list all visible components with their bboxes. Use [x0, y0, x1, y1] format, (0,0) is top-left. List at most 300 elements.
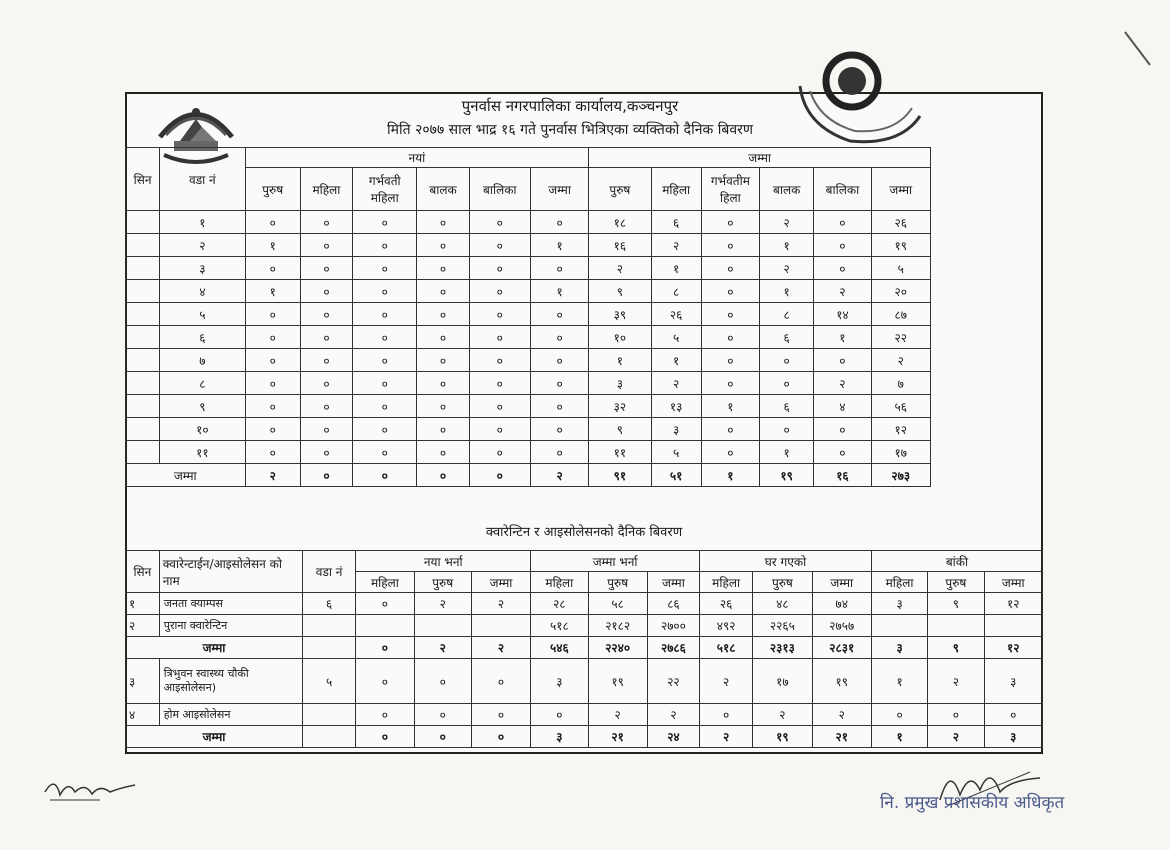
value-cell: २ [471, 593, 530, 615]
value-cell: १ [589, 349, 651, 372]
q-sub-header: महिला [356, 572, 414, 593]
value-cell: २ [647, 704, 699, 726]
value-cell: २ [651, 234, 701, 257]
total-col-header: पुरुष [589, 168, 651, 211]
total-cell: २४ [647, 726, 699, 748]
q-col-sn: सिन [126, 551, 160, 593]
value-cell: १६ [589, 234, 651, 257]
q-sub-header: महिला [700, 572, 753, 593]
value-cell: ३ [651, 418, 701, 441]
value-cell: ० [814, 441, 871, 464]
table-row [126, 418, 931, 441]
value-cell: १२ [984, 593, 1043, 615]
value-cell [471, 615, 530, 637]
total-label: जम्मा [126, 637, 303, 659]
sn-cell [126, 441, 160, 464]
q-sub-header: पुरुष [588, 572, 647, 593]
sn-cell [126, 395, 160, 418]
value-cell: ० [353, 395, 417, 418]
signature-left [40, 770, 140, 810]
total-label: जम्मा [126, 464, 246, 487]
report-subtitle: मिति २०७७ साल भाद्र १६ गते पुनर्वास भित्रिएका व्यक्तिको दैनिक बिवरण [387, 122, 753, 138]
total-cell: ० [300, 464, 352, 487]
total-cell: ० [356, 726, 414, 748]
ward-cell: १० [160, 418, 245, 441]
total-cell: १ [871, 726, 927, 748]
value-cell: १ [814, 326, 871, 349]
total-cell: २ [414, 637, 471, 659]
value-cell: ० [417, 326, 469, 349]
ward-cell: ४ [160, 280, 245, 303]
total-row [126, 637, 1043, 659]
table-row [126, 211, 931, 234]
value-cell: २ [588, 704, 647, 726]
q-col-ward: वडा नं [303, 551, 356, 593]
total-cell: ० [414, 726, 471, 748]
value-cell: ० [530, 441, 588, 464]
value-cell: १ [760, 234, 814, 257]
value-cell [928, 615, 984, 637]
total-cell: ० [353, 464, 417, 487]
new-col-header: बालिका [469, 168, 530, 211]
value-cell: ९ [589, 280, 651, 303]
value-cell: ० [469, 349, 530, 372]
table-row [126, 349, 931, 372]
value-cell: ० [469, 211, 530, 234]
value-cell: ६ [760, 326, 814, 349]
total-col-header: बालिका [814, 168, 871, 211]
col-ward: वडा नं [160, 148, 245, 211]
value-cell: ० [701, 280, 759, 303]
value-cell: ० [471, 704, 530, 726]
q-sub-header: महिला [531, 572, 588, 593]
ward-cell [303, 615, 356, 637]
total-cell: ० [417, 464, 469, 487]
value-cell: ० [300, 372, 352, 395]
sn-cell [126, 372, 160, 395]
value-cell: ० [245, 418, 300, 441]
value-cell: १ [530, 234, 588, 257]
value-cell: ५८ [588, 593, 647, 615]
total-cell: २८३१ [812, 637, 871, 659]
value-cell: ० [300, 280, 352, 303]
value-cell: ५ [651, 326, 701, 349]
ward-cell: ८ [160, 372, 245, 395]
q-sub-header: महिला [871, 572, 927, 593]
value-cell: ० [760, 349, 814, 372]
value-cell: १ [871, 659, 927, 704]
value-cell: ० [300, 257, 352, 280]
value-cell: ० [701, 234, 759, 257]
sn-cell [126, 303, 160, 326]
ward-cell: ५ [303, 659, 356, 704]
table-row [126, 615, 1043, 637]
value-cell: ० [701, 303, 759, 326]
total-row [126, 726, 1043, 748]
quarantine-table [125, 550, 1043, 748]
total-label: जम्मा [126, 726, 303, 748]
value-cell: १ [245, 234, 300, 257]
value-cell: ० [300, 326, 352, 349]
value-cell: २ [814, 372, 871, 395]
new-col-header: बालक [417, 168, 469, 211]
table-row [126, 593, 1043, 615]
col-sn: सिन [126, 148, 160, 211]
value-cell: ३ [531, 659, 588, 704]
value-cell: २२ [871, 326, 930, 349]
pen-mark [1120, 30, 1160, 70]
value-cell: ० [353, 280, 417, 303]
value-cell: ० [530, 303, 588, 326]
value-cell: ० [300, 303, 352, 326]
value-cell: ७४ [812, 593, 871, 615]
ward-cell: ६ [160, 326, 245, 349]
table-row [126, 441, 931, 464]
value-cell: ० [417, 280, 469, 303]
value-cell: १ [760, 441, 814, 464]
value-cell: १ [245, 280, 300, 303]
ward-cell: ६ [303, 593, 356, 615]
value-cell: ४८ [753, 593, 812, 615]
sn-cell [126, 211, 160, 234]
value-cell: १९ [812, 659, 871, 704]
q-group-home: घर गएको [700, 551, 872, 572]
value-cell: ० [245, 395, 300, 418]
value-cell: १२ [871, 418, 930, 441]
value-cell: ० [417, 418, 469, 441]
sn-cell [126, 234, 160, 257]
value-cell: ० [245, 349, 300, 372]
value-cell: ० [353, 326, 417, 349]
table-row [126, 257, 931, 280]
value-cell: ० [814, 234, 871, 257]
value-cell: २ [760, 257, 814, 280]
value-cell: १ [701, 395, 759, 418]
value-cell: १७ [871, 441, 930, 464]
ward-cell [303, 704, 356, 726]
value-cell: ० [353, 303, 417, 326]
value-cell: ० [417, 211, 469, 234]
resettlement-table [125, 147, 931, 487]
q-sub-header: पुरुष [414, 572, 471, 593]
sn-cell [126, 349, 160, 372]
q-sub-header: जम्मा [471, 572, 530, 593]
sn-cell: ४ [126, 704, 160, 726]
value-cell: ० [814, 257, 871, 280]
value-cell: ० [300, 211, 352, 234]
total-cell: २३१३ [753, 637, 812, 659]
new-col-header: गर्भवती महिला [353, 168, 417, 211]
value-cell: १ [530, 280, 588, 303]
value-cell: २ [812, 704, 871, 726]
value-cell: ० [701, 372, 759, 395]
new-col-header: पुरुष [245, 168, 300, 211]
value-cell: ६ [651, 211, 701, 234]
total-cell: २७३ [871, 464, 930, 487]
total-cell: १९ [760, 464, 814, 487]
facility-name: जनता क्याम्पस [159, 593, 302, 615]
table-row [126, 280, 931, 303]
total-cell: २ [928, 726, 984, 748]
value-cell: ० [245, 303, 300, 326]
empty-cell [303, 726, 356, 748]
total-col-header: गर्भवतीम हिला [701, 168, 759, 211]
value-cell: ० [353, 211, 417, 234]
value-cell [871, 615, 927, 637]
table-row [126, 372, 931, 395]
value-cell: ० [530, 349, 588, 372]
total-cell: २७८६ [647, 637, 699, 659]
value-cell: ० [469, 234, 530, 257]
total-cell: २ [471, 637, 530, 659]
value-cell: १ [651, 349, 701, 372]
ward-cell: २ [160, 234, 245, 257]
value-cell: ० [356, 704, 414, 726]
group-new: नयां [245, 148, 589, 168]
value-cell: १४ [814, 303, 871, 326]
value-cell: ० [469, 280, 530, 303]
value-cell: ५ [651, 441, 701, 464]
value-cell: ० [530, 395, 588, 418]
value-cell: ० [701, 441, 759, 464]
facility-name: होम आइसोलेसन [159, 704, 302, 726]
value-cell: ० [760, 372, 814, 395]
value-cell: २ [589, 257, 651, 280]
total-cell: १२ [984, 637, 1043, 659]
value-cell: २६ [651, 303, 701, 326]
total-cell: ० [471, 726, 530, 748]
value-cell: ८६ [647, 593, 699, 615]
value-cell: ० [417, 234, 469, 257]
officer-designation: नि. प्रमुख प्रशासकीय अधिकृत [880, 793, 1065, 813]
total-col-header: बालक [760, 168, 814, 211]
total-cell: २ [245, 464, 300, 487]
value-cell [984, 615, 1043, 637]
ward-cell: ९ [160, 395, 245, 418]
value-cell: ० [530, 372, 588, 395]
value-cell: २ [928, 659, 984, 704]
q-group-new: नया भर्ना [356, 551, 531, 572]
table-row [126, 704, 1043, 726]
new-col-header: महिला [300, 168, 352, 211]
new-col-header: जम्मा [530, 168, 588, 211]
value-cell: ७ [871, 372, 930, 395]
total-col-header: महिला [651, 168, 701, 211]
value-cell: ० [530, 418, 588, 441]
value-cell [356, 615, 414, 637]
value-cell: २ [871, 349, 930, 372]
total-cell: ० [356, 637, 414, 659]
value-cell: १० [589, 326, 651, 349]
q-col-name: क्वारेन्टाईन/आइसोलेसन को नाम [159, 551, 302, 593]
sn-cell [126, 418, 160, 441]
value-cell: ० [814, 211, 871, 234]
total-cell: २१ [588, 726, 647, 748]
value-cell: ० [300, 418, 352, 441]
value-cell: ० [471, 659, 530, 704]
total-cell: ९ [928, 637, 984, 659]
value-cell: ८ [760, 303, 814, 326]
ward-cell: ५ [160, 303, 245, 326]
value-cell: ० [353, 418, 417, 441]
sn-cell [126, 280, 160, 303]
value-cell: १८ [589, 211, 651, 234]
value-cell: ० [353, 372, 417, 395]
table-row [126, 303, 931, 326]
total-cell: ३ [531, 726, 588, 748]
value-cell: ० [414, 704, 471, 726]
q-group-admitted: जम्मा भर्ना [531, 551, 700, 572]
value-cell: २ [753, 704, 812, 726]
value-cell: ० [701, 211, 759, 234]
value-cell: ३ [589, 372, 651, 395]
value-cell: ५ [871, 257, 930, 280]
value-cell: १ [760, 280, 814, 303]
value-cell: ० [531, 704, 588, 726]
value-cell: ० [814, 418, 871, 441]
value-cell: ४९२ [700, 615, 753, 637]
table-row [126, 326, 931, 349]
value-cell: ४ [814, 395, 871, 418]
value-cell: २६ [871, 211, 930, 234]
ward-cell: ७ [160, 349, 245, 372]
value-cell: ० [469, 257, 530, 280]
facility-name: त्रिभुवन स्वास्थ्य चौकी आइसोलेसन) [159, 659, 302, 704]
value-cell: २ [414, 593, 471, 615]
value-cell: १९ [588, 659, 647, 704]
q-sub-header: पुरुष [753, 572, 812, 593]
value-cell: ३ [871, 593, 927, 615]
value-cell: ० [760, 418, 814, 441]
value-cell: ० [417, 372, 469, 395]
value-cell: ० [245, 211, 300, 234]
total-cell: ५१८ [700, 637, 753, 659]
value-cell: ५१८ [531, 615, 588, 637]
value-cell: ० [928, 704, 984, 726]
value-cell: ० [701, 257, 759, 280]
value-cell: ० [984, 704, 1043, 726]
value-cell: ० [353, 441, 417, 464]
value-cell: ० [700, 704, 753, 726]
value-cell: ० [871, 704, 927, 726]
value-cell: ० [356, 659, 414, 704]
value-cell: ० [417, 395, 469, 418]
value-cell: ३२ [589, 395, 651, 418]
empty-cell [303, 637, 356, 659]
value-cell: ० [300, 395, 352, 418]
office-title: पुनर्वास नगरपालिका कार्यालय,कञ्चनपुर [461, 97, 679, 115]
total-cell: २२४० [588, 637, 647, 659]
value-cell: २ [651, 372, 701, 395]
q-sub-header: जम्मा [812, 572, 871, 593]
value-cell: ० [701, 349, 759, 372]
value-cell: २० [871, 280, 930, 303]
value-cell: ० [530, 326, 588, 349]
group-total: जम्मा [589, 148, 931, 168]
value-cell: ० [245, 257, 300, 280]
value-cell: ० [245, 372, 300, 395]
value-cell: ० [417, 441, 469, 464]
value-cell: ० [469, 441, 530, 464]
value-cell: ० [469, 372, 530, 395]
table-row [126, 234, 931, 257]
value-cell: २ [760, 211, 814, 234]
total-cell: ० [469, 464, 530, 487]
value-cell: ० [300, 441, 352, 464]
quarantine-title: क्वारेन्टिन र आइसोलेसनको दैनिक बिवरण [485, 525, 683, 540]
value-cell: २ [814, 280, 871, 303]
value-cell: ० [245, 441, 300, 464]
sn-cell: १ [126, 593, 160, 615]
sn-cell [126, 257, 160, 280]
value-cell: ० [530, 211, 588, 234]
value-cell: ० [701, 326, 759, 349]
value-cell: ० [353, 349, 417, 372]
total-cell: ५१ [651, 464, 701, 487]
q-sub-header: जम्मा [984, 572, 1043, 593]
value-cell: ० [530, 257, 588, 280]
value-cell [414, 615, 471, 637]
value-cell: २२ [647, 659, 699, 704]
total-cell: १६ [814, 464, 871, 487]
value-cell: ० [469, 326, 530, 349]
total-cell: ९१ [589, 464, 651, 487]
ward-cell: ३ [160, 257, 245, 280]
value-cell: ० [300, 349, 352, 372]
value-cell: ८७ [871, 303, 930, 326]
value-cell: ६ [760, 395, 814, 418]
total-cell: ५४६ [531, 637, 588, 659]
value-cell: ० [353, 257, 417, 280]
total-cell: १९ [753, 726, 812, 748]
total-cell: ३ [984, 726, 1043, 748]
ward-cell: ११ [160, 441, 245, 464]
value-cell: ९ [928, 593, 984, 615]
table-row [126, 659, 1043, 704]
sn-cell [126, 326, 160, 349]
value-cell: ० [356, 593, 414, 615]
total-cell: २ [530, 464, 588, 487]
q-sub-header: जम्मा [647, 572, 699, 593]
total-cell: १ [701, 464, 759, 487]
value-cell: १ [651, 257, 701, 280]
table-row [126, 395, 931, 418]
value-cell: २१८२ [588, 615, 647, 637]
value-cell: ० [300, 234, 352, 257]
value-cell: ५६ [871, 395, 930, 418]
value-cell: ९ [589, 418, 651, 441]
value-cell: २७०० [647, 615, 699, 637]
value-cell: ० [245, 326, 300, 349]
value-cell: २ [700, 659, 753, 704]
q-sub-header: पुरुष [928, 572, 984, 593]
total-cell: २ [700, 726, 753, 748]
sn-cell: २ [126, 615, 160, 637]
value-cell: २७५७ [812, 615, 871, 637]
value-cell: ३ [984, 659, 1043, 704]
value-cell: ३९ [589, 303, 651, 326]
total-cell: ३ [871, 637, 927, 659]
value-cell: ० [417, 303, 469, 326]
value-cell: २८ [531, 593, 588, 615]
sn-cell: ३ [126, 659, 160, 704]
value-cell: ० [701, 418, 759, 441]
value-cell: १९ [871, 234, 930, 257]
value-cell: ११ [589, 441, 651, 464]
total-col-header: जम्मा [871, 168, 930, 211]
ward-cell: १ [160, 211, 245, 234]
value-cell: ० [814, 349, 871, 372]
